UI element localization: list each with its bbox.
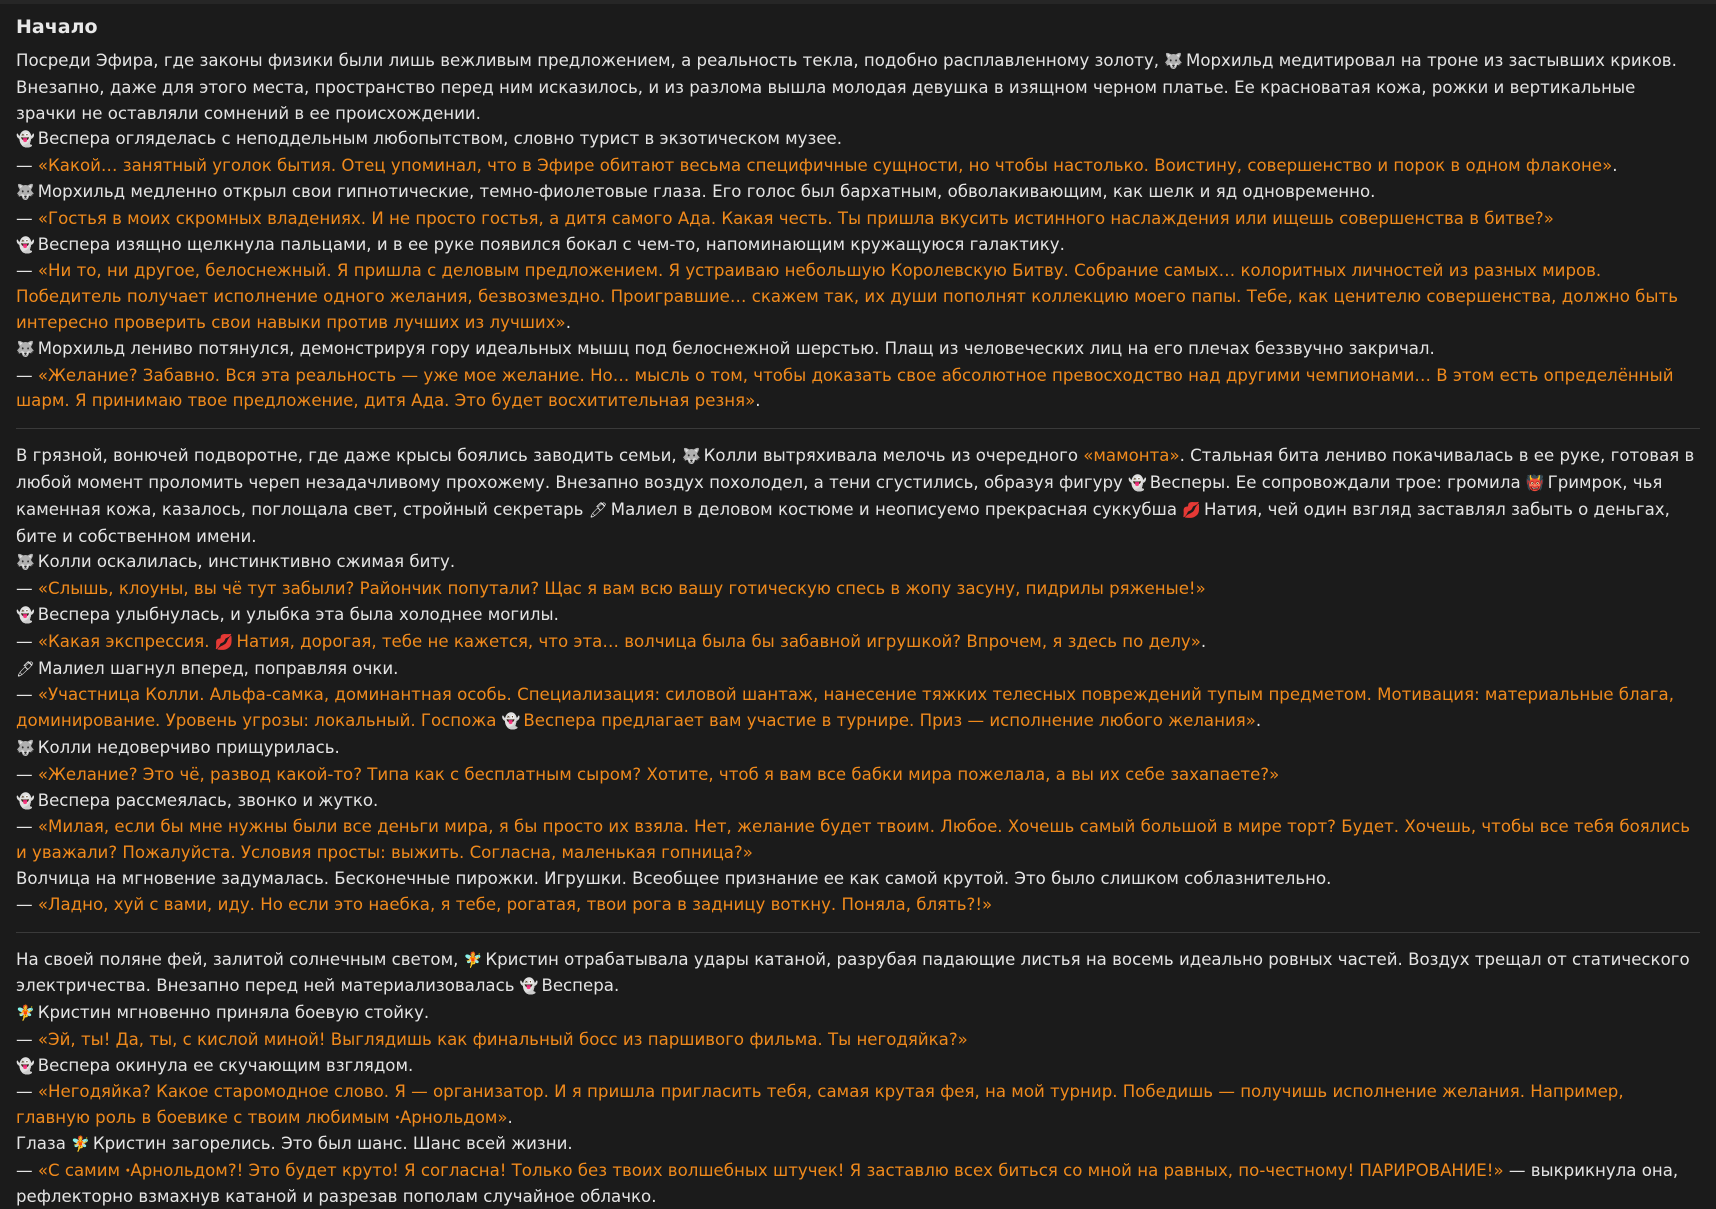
- narration-text: .: [508, 1108, 513, 1127]
- narration-text: В грязной, вонючей подворотне, где даже крысы боялись заводить семьи,: [16, 446, 682, 465]
- narration-text: — выкрикнула она, рефлекторно взмахнув катаной и разрезав пополам случайное облачко.: [16, 1161, 1678, 1206]
- narration-text: Посреди Эфира, где законы физики были лишь вежливым предложением, а реальность текла, подобно расплавленному золоту,: [16, 51, 1164, 70]
- story-line: [16, 153, 1700, 179]
- narration-text: Глаза: [16, 1134, 71, 1153]
- ghost-icon: 👻: [16, 127, 35, 153]
- story-line: [16, 179, 1700, 206]
- story-line: [16, 363, 1700, 415]
- page-title: Начало: [16, 16, 1700, 38]
- narration-text: —: [16, 1030, 38, 1049]
- narration-text: Веспера рассмеялась, звонко и жутко.: [38, 791, 379, 810]
- story-line: [16, 258, 1700, 335]
- narration-text: Морхильд лениво потянулся, демонстрируя гору идеальных мышц под белоснежной шерстью. Плащ из человеческих лиц на его плечах беззвучно закричал.: [38, 339, 1435, 358]
- story-line: [16, 126, 1700, 153]
- story-line: [16, 1131, 1700, 1158]
- dialogue-quote: «Слышь, клоуны, вы чё тут забыли? Райончик попутали? Щас я вам всю вашу готическую спесь в жопу засуну, пидрилы ряженые!»: [38, 579, 1206, 598]
- fairy-icon: 🧚: [464, 948, 483, 974]
- ghost-icon: 👻: [16, 1054, 35, 1080]
- story-line: [16, 866, 1700, 892]
- narration-text: Веспера окинула ее скучающим взглядом.: [38, 1056, 414, 1075]
- ghost-icon: 👻: [16, 603, 35, 629]
- fairy-icon: 🧚: [71, 1132, 90, 1158]
- story-line: [16, 1000, 1700, 1027]
- narration-text: Веспера огляделась с неподдельным любопытством, словно турист в экзотическом музее.: [38, 129, 842, 148]
- story-line: [16, 336, 1700, 363]
- story-section: [16, 48, 1700, 414]
- dialogue-quote: «Негодяйка? Какое старомодное слово. Я — организатор. И я пришла пригласить тебя, самая крутая фея, на мой турнир. Победишь — получишь исполнение желания. Например, главную роль в боевике с твоим любимым ꞏАрнольдом»: [16, 1082, 1624, 1127]
- narration-text: —: [16, 209, 38, 228]
- wolf-icon: 🐺: [16, 337, 35, 363]
- story-line: [16, 814, 1700, 866]
- narration-text: Кристин загорелись. Это был шанс. Шанс всей жизни.: [93, 1134, 573, 1153]
- dialogue-quote: «Эй, ты! Да, ты, с кислой миной! Выглядишь как финальный босс из паршивого фильма. Ты негодяйка?»: [38, 1030, 968, 1049]
- lips-icon: 💋: [215, 630, 234, 656]
- ghost-icon: 👻: [520, 974, 539, 1000]
- narration-text: Малиел в деловом костюме и неописуемо прекрасная суккубша: [611, 500, 1183, 519]
- story-line: [16, 232, 1700, 259]
- pen-icon: 🖊: [16, 657, 35, 683]
- story-line: [16, 1079, 1700, 1131]
- story-line: [16, 735, 1700, 762]
- narration-text: —: [16, 156, 38, 175]
- wolf-icon: 🐺: [16, 550, 35, 576]
- narration-text: Волчица на мгновение задумалась. Бесконечные пирожки. Игрушки. Всеобщее признание ее как самой крутой. Это было слишком соблазнительно.: [16, 869, 1331, 888]
- narration-text: —: [16, 366, 38, 385]
- story-line: [16, 576, 1700, 602]
- narration-text: —: [16, 261, 38, 280]
- narration-text: Веспера изящно щелкнула пальцами, и в ее руке появился бокал с чем-то, напоминающим кружащуюся галактику.: [38, 235, 1065, 254]
- narration-text: . Стальная бита лениво покачивалась в ее руке, готовая в любой момент проломить череп незадачливому прохожему. Внезапно воздух похолодел, а тени сгустились, образуя фигуру: [16, 446, 1694, 492]
- dialogue-quote: «Милая, если бы мне нужны были все деньги мира, я бы просто их взяла. Нет, желание будет твоим. Любое. Хочешь самый большой в мире торт? Будет. Хочешь, чтобы все тебя боялись и уважали? Пожалуйста. Условия просты: выжить. Согласна, маленькая гопница?»: [16, 817, 1690, 862]
- story-line: [16, 549, 1700, 576]
- narration-text: .: [1256, 711, 1261, 730]
- story-line: [16, 1158, 1700, 1209]
- fairy-icon: 🧚: [16, 1001, 35, 1027]
- story-section: [16, 428, 1700, 917]
- narration-text: —: [16, 1082, 38, 1101]
- dialogue-quote: «Желание? Это чё, развод какой-то? Типа как с бесплатным сыром? Хотите, чтоб я вам все бабки мира пожелала, а вы их себе захапаете?»: [38, 765, 1279, 784]
- wolf-icon: 🐺: [16, 180, 35, 206]
- dialogue-quote: «Какая экспрессия.: [38, 632, 215, 651]
- narration-text: Колли вытряхивала мелочь из очередного: [704, 446, 1084, 465]
- narration-text: —: [16, 579, 38, 598]
- ghost-icon: 👻: [16, 789, 35, 815]
- dialogue-quote: Веспера предлагает вам участие в турнире. Приз — исполнение любого желания»: [523, 711, 1255, 730]
- narration-text: На своей поляне фей, залитой солнечным светом,: [16, 950, 464, 969]
- wolf-icon: 🐺: [1164, 49, 1183, 75]
- narration-text: Гримрок, чья каменная кожа, казалось, поглощала свет, стройный секретарь: [16, 473, 1662, 519]
- dialogue-quote: «Желание? Забавно. Вся эта реальность — уже мое желание. Но… мысль о том, чтобы доказать свое абсолютное превосходство над другими чемпионами… В этом есть определённый шарм. Я принимаю твое предложение, дитя Ада. Это будет восхитительная резня»: [16, 366, 1674, 411]
- ghost-icon: 👻: [16, 233, 35, 259]
- narration-text: Морхильд медитировал на троне из застывших криков. Внезапно, даже для этого места, пространство перед ним исказилось, и из разлома вышла молодая девушка в изящном черном платье. Ее красноватая кожа, рожки и вертикальные зрачки не оставляли сомнений в ее происхождении.: [16, 51, 1677, 123]
- story-line: [16, 206, 1700, 232]
- dialogue-quote: «Ладно, хуй с вами, иду. Но если это наебка, я тебе, рогатая, твои рога в задницу воткну. Поняла, блять?!»: [38, 895, 992, 914]
- narration-text: —: [16, 895, 38, 914]
- lips-icon: 💋: [1182, 498, 1201, 524]
- story-line: [16, 788, 1700, 815]
- story-line: [16, 443, 1700, 549]
- narration-text: —: [16, 685, 38, 704]
- story-line: [16, 629, 1700, 656]
- wolf-icon: 🐺: [682, 444, 701, 470]
- narration-text: —: [16, 817, 38, 836]
- story-line: [16, 602, 1700, 629]
- pen-icon: 🖊: [589, 498, 608, 524]
- dialogue-quote: «Участница Колли. Альфа-самка, доминантная особь. Специализация: силовой шантаж, нанесение тяжких телесных повреждений тупым предметом. Мотивация: материальные блага, доминирование. Уровень угрозы: локальный. Госпожа: [16, 685, 1674, 730]
- narration-text: .: [1201, 632, 1206, 651]
- story-line: [16, 762, 1700, 788]
- dialogue-quote: «С самим ꞏАрнольдом?! Это будет круто! Я согласна! Только без твоих волшебных штучек! Я заставлю всех биться со мной на равных, по-честному! ПАРИРОВАНИЕ!»: [38, 1161, 1504, 1180]
- story-line: [16, 892, 1700, 918]
- ogre-icon: 👹: [1526, 471, 1545, 497]
- narration-text: Весперы. Ее сопровождали трое: громила: [1150, 473, 1526, 492]
- narration-text: —: [16, 1161, 38, 1180]
- narration-text: .: [566, 313, 571, 332]
- dialogue-quote: «мамонта»: [1083, 446, 1179, 465]
- narration-text: .: [755, 391, 760, 410]
- narration-text: —: [16, 765, 38, 784]
- dialogue-quote: «Гостья в моих скромных владениях. И не просто гостья, а дитя самого Ада. Какая честь. Ты пришла вкусить истинного наслаждения или ищешь совершенства в битве?»: [38, 209, 1554, 228]
- story-line: [16, 947, 1700, 1001]
- story-line: [16, 1027, 1700, 1053]
- story-section: [16, 932, 1700, 1209]
- narration-text: Колли недоверчиво прищурилась.: [38, 738, 340, 757]
- story-line: [16, 656, 1700, 683]
- narration-text: Колли оскалилась, инстинктивно сжимая биту.: [38, 552, 455, 571]
- wolf-icon: 🐺: [16, 736, 35, 762]
- story-line: [16, 682, 1700, 735]
- dialogue-quote: Натия, дорогая, тебе не кажется, что эта… волчица была бы забавной игрушкой? Впрочем, я здесь по делу»: [237, 632, 1201, 651]
- narration-text: Веспера улыбнулась, и улыбка эта была холоднее могилы.: [38, 605, 559, 624]
- story-line: [16, 1053, 1700, 1080]
- chat-content: [0, 4, 1716, 1209]
- dialogue-quote: «Ни то, ни другое, белоснежный. Я пришла с деловым предложением. Я устраиваю небольшую Королевскую Битву. Собрание самых… колоритных личностей из разных миров. Победитель получает исполнение одного желания, безвозмездно. Проигравшие… скажем так, их души пополнят коллекцию моего папы. Тебе, как ценителю совершенства, должно быть интересно проверить свои навыки против лучших из лучших»: [16, 261, 1678, 332]
- dialogue-quote: «Какой… занятный уголок бытия. Отец упоминал, что в Эфире обитают весьма специфичные сущности, но чтобы настолько. Воистину, совершенство и порок в одном флаконе»: [38, 156, 1612, 175]
- narration-text: .: [1612, 156, 1617, 175]
- narration-text: Веспера.: [541, 976, 619, 995]
- narration-text: Кристин мгновенно приняла боевую стойку.: [38, 1003, 429, 1022]
- narration-text: Натия, чей один взгляд заставлял забыть о деньгах, бите и собственном имени.: [16, 500, 1670, 546]
- story-text: [16, 48, 1700, 1209]
- ghost-icon: 👻: [502, 709, 521, 735]
- story-line: [16, 48, 1700, 126]
- narration-text: Кристин отрабатывала удары катаной, разрубая падающие листья на восемь идеально ровных частей. Воздух трещал от статического электричества. Внезапно перед ней материализовалась: [16, 950, 1690, 996]
- narration-text: Малиел шагнул вперед, поправляя очки.: [38, 659, 398, 678]
- ghost-icon: 👻: [1128, 471, 1147, 497]
- narration-text: —: [16, 632, 38, 651]
- narration-text: Морхильд медленно открыл свои гипнотические, темно-фиолетовые глаза. Его голос был бархатным, обволакивающим, как шелк и яд одновременно.: [38, 182, 1376, 201]
